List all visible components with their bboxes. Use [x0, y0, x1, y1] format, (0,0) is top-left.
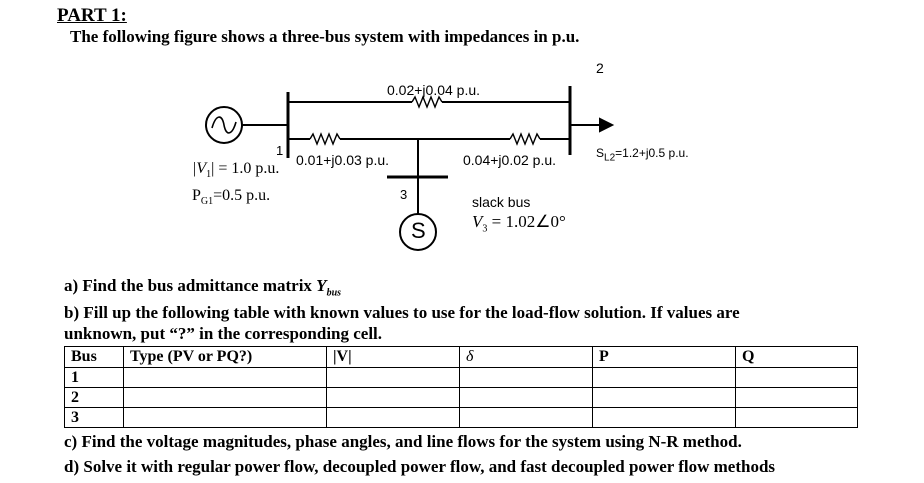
cell-p[interactable] — [593, 368, 736, 388]
header-bus: Bus — [65, 347, 124, 368]
question-a: a) Find the bus admittance matrix $Y_{bus}$ — [64, 276, 342, 299]
cell-bus: 1 — [65, 368, 124, 388]
table-header-row — [65, 347, 858, 368]
v3-spec: $V_3$ = 1.02∠0° — [472, 212, 566, 235]
question-d: d) Solve it with regular power flow, decoupled power flow, and fast decoupled power flow methods — [64, 457, 776, 476]
cell-v[interactable] — [327, 408, 460, 428]
table-row — [65, 388, 858, 408]
question-b-line2: unknown, put “?” in the corresponding cell. — [64, 324, 383, 343]
header-q: Q — [736, 347, 858, 368]
load-arrow-icon — [600, 119, 612, 131]
cell-delta[interactable] — [460, 408, 593, 428]
cell-type[interactable] — [124, 388, 327, 408]
resistor-23-icon — [510, 134, 540, 144]
table-row — [65, 408, 858, 428]
z12-label: 0.02+j0.04 p.u. — [387, 82, 481, 98]
resistor-12-icon — [412, 97, 442, 107]
bus-1-label: 1 — [276, 143, 284, 158]
bus-3-label: 3 — [400, 187, 408, 202]
cell-q[interactable] — [736, 388, 858, 408]
cell-v[interactable] — [327, 368, 460, 388]
cell-delta[interactable] — [460, 388, 593, 408]
pg1-spec: $P_{G1}=0.5$ p.u. — [192, 187, 271, 208]
cell-bus: 2 — [65, 388, 124, 408]
intro-text: The following figure shows a three-bus system with impedances in p.u. — [70, 27, 580, 46]
v1-spec: $|V_1| = 1.0$ p.u. — [192, 160, 280, 181]
load-flow-table — [64, 346, 858, 428]
cell-p[interactable] — [593, 388, 736, 408]
load-2-label: $S_{L2}=1.2+j0.5$ p.u. — [596, 146, 689, 164]
gen3-symbol: S — [411, 218, 426, 243]
cell-delta[interactable] — [460, 368, 593, 388]
cell-type[interactable] — [124, 368, 327, 388]
z13-label: 0.01+j0.03 p.u. — [296, 152, 390, 168]
slack-bus-label: slack bus — [472, 194, 531, 210]
z23-label: 0.04+j0.02 p.u. — [463, 152, 557, 168]
header-delta: δ — [460, 347, 593, 368]
question-b-line1: b) Fill up the following table with known values to use for the load-flow solution. If values are — [64, 303, 740, 322]
bus-2-label: 2 — [596, 60, 604, 76]
resistor-13-icon — [310, 134, 340, 144]
cell-v[interactable] — [327, 388, 460, 408]
sine-wave-icon — [212, 117, 236, 133]
question-c: c) Find the voltage magnitudes, phase angles, and line flows for the system using N-R method. — [64, 432, 742, 451]
cell-q[interactable] — [736, 408, 858, 428]
header-v: |V| — [327, 347, 460, 368]
cell-q[interactable] — [736, 368, 858, 388]
part-title: PART 1: — [57, 5, 127, 26]
cell-bus: 3 — [65, 408, 124, 428]
cell-type[interactable] — [124, 408, 327, 428]
cell-p[interactable] — [593, 408, 736, 428]
header-p: P — [593, 347, 736, 368]
header-type: Type (PV or PQ?) — [124, 347, 327, 368]
table-row — [65, 368, 858, 388]
